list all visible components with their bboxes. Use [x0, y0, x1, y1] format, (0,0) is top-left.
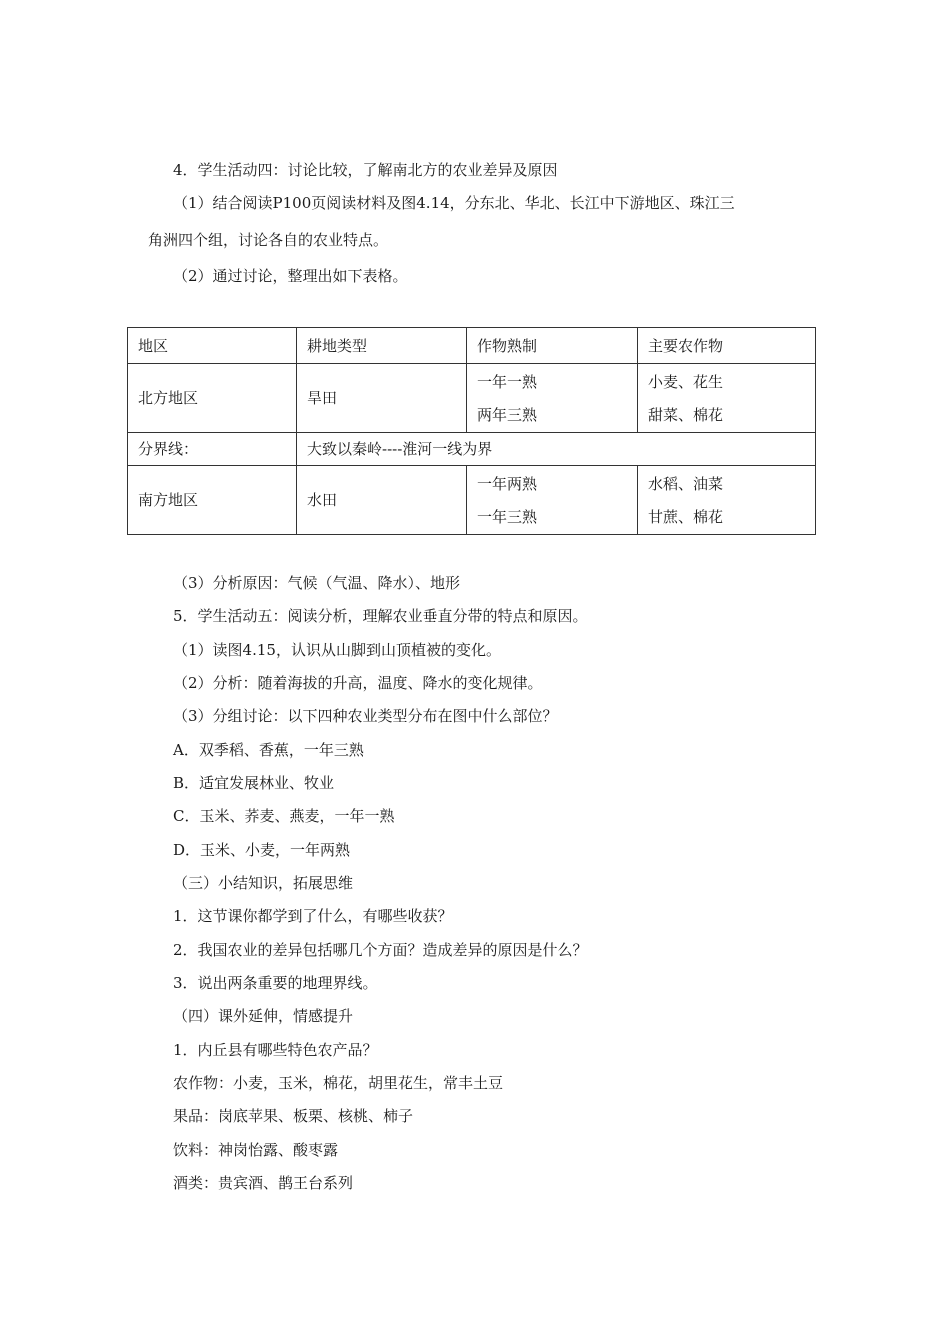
option-b: B．适宜发展林业、牧业 [173, 774, 335, 792]
option-d: D．玉米、小麦，一年两熟 [173, 841, 351, 859]
section-3-heading: （三）小结知识，拓展思维 [173, 874, 354, 892]
south-crops-line: 水稻、油菜 [648, 474, 724, 493]
north-system-line: 一年一熟 [477, 372, 538, 391]
divider-label-cell: 分界线： [128, 433, 297, 466]
south-crops-line: 甘蔗、棉花 [648, 507, 724, 526]
north-land-cell: 旱田 [297, 364, 467, 433]
north-region-cell: 北方地区 [128, 364, 297, 433]
products-liquor: 酒类：贵宾酒、鹊王台系列 [173, 1174, 354, 1192]
south-crops-cell [638, 466, 816, 535]
agriculture-comparison-table [127, 327, 816, 535]
products-crops: 农作物：小麦，玉米，棉花，胡里花生，常丰土豆 [173, 1074, 504, 1092]
products-fruits: 果品：岗底苹果、板栗、核桃、柿子 [173, 1107, 414, 1125]
summary-question-2: 2．我国农业的差异包括哪几个方面？造成差异的原因是什么？ [173, 941, 588, 959]
activity-4-step-1: （1）结合阅读P100页阅读材料及图4.14，分东北、华北、长江中下游地区、珠江三 [173, 194, 735, 212]
activity-5-heading: 5．学生活动五：阅读分析，理解农业垂直分带的特点和原因。 [173, 607, 588, 625]
table-row-south [128, 466, 816, 535]
products-drinks: 饮料：神岗怡露、酸枣露 [173, 1141, 339, 1159]
south-system-line: 一年三熟 [477, 507, 538, 526]
north-system-line: 两年三熟 [477, 405, 538, 424]
activity-4-step-3: （3）分析原因：气候（气温、降水）、地形 [173, 574, 461, 592]
north-crops-cell [638, 364, 816, 433]
summary-question-1: 1．这节课你都学到了什么，有哪些收获？ [173, 907, 453, 925]
table-header-cell: 主要农作物 [638, 328, 816, 364]
activity-5-step-2: （2）分析：随着海拔的升高，温度、降水的变化规律。 [173, 674, 543, 692]
north-crops-line: 甜菜、棉花 [648, 405, 724, 424]
summary-question-3: 3．说出两条重要的地理界线。 [173, 974, 378, 992]
table-row-north [128, 364, 816, 433]
activity-4-step-2: （2）通过讨论，整理出如下表格。 [173, 267, 408, 285]
activity-4-heading: 4．学生活动四：讨论比较，了解南北方的农业差异及原因 [173, 161, 558, 179]
table-row-divider [128, 433, 816, 466]
south-system-line: 一年两熟 [477, 474, 538, 493]
activity-4-step-1-cont: 角洲四个组，讨论各自的农业特点。 [148, 231, 389, 249]
option-a: A．双季稻、香蕉，一年三熟 [173, 741, 364, 759]
table-header-row [128, 328, 816, 364]
north-system-cell [467, 364, 638, 433]
activity-5-step-1: （1）读图4.15，认识从山脚到山顶植被的变化。 [173, 641, 501, 659]
south-region-cell: 南方地区 [128, 466, 297, 535]
south-land-cell: 水田 [297, 466, 467, 535]
table-header-cell: 作物熟制 [467, 328, 638, 364]
divider-value-cell: 大致以秦岭----淮河一线为界 [297, 433, 816, 466]
table-header-cell: 耕地类型 [297, 328, 467, 364]
section-4-heading: （四）课外延伸，情感提升 [173, 1007, 354, 1025]
table-header-cell: 地区 [128, 328, 297, 364]
south-system-cell [467, 466, 638, 535]
activity-5-step-3: （3）分组讨论：以下四种农业类型分布在图中什么部位？ [173, 707, 558, 725]
option-c: C．玉米、荞麦、燕麦，一年一熟 [173, 807, 395, 825]
north-crops-line: 小麦、花生 [648, 372, 724, 391]
extension-question-1: 1．内丘县有哪些特色农产品？ [173, 1041, 378, 1059]
